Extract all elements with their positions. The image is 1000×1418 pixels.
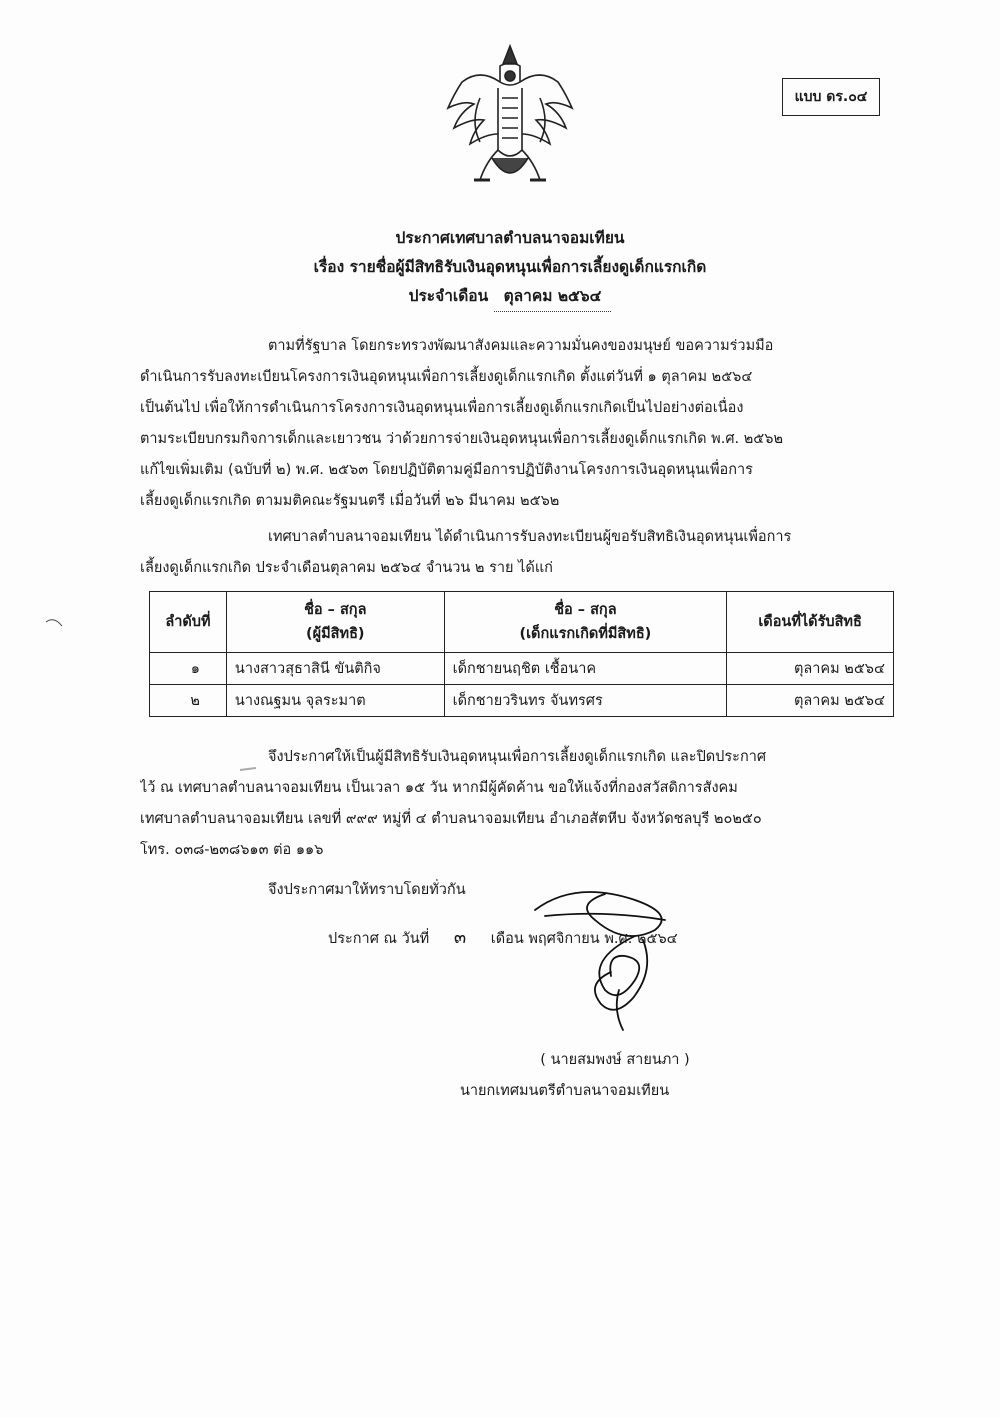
date-month-label: เดือน [490, 931, 524, 947]
date-prefix: ประกาศ ณ วันที่ [328, 931, 430, 947]
garuda-emblem-icon [440, 38, 580, 198]
paragraph-1-line: เป็นต้นไป เพื่อให้การดำเนินการโครงการเงินอุดหนุนเพื่อการเลี้ยงดูเด็กแรกเกิดเป็นไปอย่างต่อเนื่อง [140, 400, 744, 416]
paragraph-3-line: ไว้ ณ เทศบาลตำบลนาจอมเทียน เป็นเวลา ๑๕ วัน หากมีผู้คัดค้าน ขอให้แจ้งที่กองสวัสดิการสังคม [140, 780, 738, 796]
row-month: ตุลาคม ๒๕๖๔ [727, 685, 894, 717]
title-line-3 [270, 282, 750, 312]
title-month-prefix: ประจำเดือน [408, 287, 489, 305]
paragraph-1-line: ตามที่รัฐบาล โดยกระทรวงพัฒนาสังคมและความมั่นคงของมนุษย์ ขอความร่วมมือ [268, 338, 774, 354]
table-header-row [150, 592, 894, 653]
paragraph-1-line: แก้ไขเพิ่มเติม (ฉบับที่ ๒) พ.ศ. ๒๕๖๓ โดยปฏิบัติตามคู่มือการปฏิบัติงานโครงการเงินอุดหนุนเพื่อการ [140, 462, 753, 478]
paragraph-3-line: จึงประกาศให้เป็นผู้มีสิทธิรับเงินอุดหนุนเพื่อการเลี้ยงดูเด็กแรกเกิด และปิดประกาศ [268, 749, 767, 765]
header-parent-title: ชื่อ – สกุล [304, 602, 367, 618]
table-row [150, 653, 894, 685]
paragraph-1 [140, 331, 895, 517]
paragraph-3-line: โทร. ๐๓๘-๒๓๘๖๑๓ ต่อ ๑๑๖ [140, 842, 324, 858]
header-child-title: ชื่อ – สกุล [554, 602, 617, 618]
paragraph-3 [140, 742, 895, 866]
row-order: ๒ [150, 685, 227, 717]
signer-name: ( นายสมพงษ์ สายนภา ) [540, 1052, 690, 1068]
recipients-table [149, 591, 894, 717]
paragraph-1-line: ดำเนินการรับลงทะเบียนโครงการเงินอุดหนุนเพื่อการเลี้ยงดูเด็กแรกเกิด ตั้งแต่วันที่ ๑ ตุลาคม ๒๕๖๔ [140, 369, 753, 385]
form-code-box [782, 78, 880, 116]
header-parent-sub: (ผู้มีสิทธิ) [305, 626, 365, 642]
row-month: ตุลาคม ๒๕๖๔ [727, 653, 894, 685]
form-code-text: แบบ ดร.๐๔ [794, 89, 868, 105]
paragraph-2-line: เลี้ยงดูเด็กแรกเกิด ประจำเดือนตุลาคม ๒๕๖๔ จำนวน ๒ ราย ได้แก่ [140, 560, 553, 576]
header-month: เดือนที่ได้รับสิทธิ [727, 592, 894, 653]
date-year: พ.ศ. ๒๕๖๔ [604, 931, 678, 947]
date-day: ๓ [453, 927, 467, 948]
title-line-2: เรื่อง รายชื่อผู้มีสิทธิรับเงินอุดหนุนเพื่อการเลี้ยงดูเด็กแรกเกิด [313, 258, 707, 276]
header-child [444, 592, 727, 653]
signer-position: นายกเทศมนตรีตำบลนาจอมเทียน [460, 1083, 670, 1099]
title-month-value: ตุลาคม ๒๕๖๔ [494, 282, 612, 312]
header-order: ลำดับที่ [150, 592, 227, 653]
date-month: พฤศจิกายน [528, 931, 600, 947]
paragraph-1-line: เลี้ยงดูเด็กแรกเกิด ตามมติคณะรัฐมนตรี เมื่อวันที่ ๒๖ มีนาคม ๒๕๖๒ [140, 493, 560, 509]
paragraph-3-line: เทศบาลตำบลนาจอมเทียน เลขที่ ๙๙๙ หมู่ที่ ๔ ตำบลนาจอมเทียน อำเภอสัตหีบ จังหวัดชลบุรี ๒๐๒๕๐ [140, 811, 762, 827]
table-row [150, 685, 894, 717]
signature-scribble [515, 880, 685, 1040]
paragraph-2 [140, 522, 895, 584]
row-parent-name: นางณฐมน จุลระมาต [226, 685, 444, 717]
header-child-sub: (เด็กแรกเกิดที่มีสิทธิ) [519, 626, 652, 642]
header-parent [226, 592, 444, 653]
announcement-title [270, 224, 750, 312]
row-order: ๑ [150, 653, 227, 685]
signer-block [460, 1045, 770, 1107]
title-line-1: ประกาศเทศบาลตำบลนาจอมเทียน [395, 229, 625, 247]
closing-statement: จึงประกาศมาให้ทราบโดยทั่วกัน [268, 882, 466, 898]
row-parent-name: นางสาวสุธาสินี ขันติกิจ [226, 653, 444, 685]
paragraph-2-line: เทศบาลตำบลนาจอมเทียน ได้ดำเนินการรับลงทะเบียนผู้ขอรับสิทธิเงินอุดหนุนเพื่อการ [268, 529, 792, 545]
row-child-name: เด็กชายวรินทร จันทรศร [444, 685, 727, 717]
paragraph-1-line: ตามระเบียบกรมกิจการเด็กและเยาวชน ว่าด้วยการจ่ายเงินอุดหนุนเพื่อการเลี้ยงดูเด็กแรกเกิด พ.ศ. ๒๕๖๒ [140, 431, 784, 447]
row-child-name: เด็กชายนฤชิต เชื้อนาค [444, 653, 727, 685]
